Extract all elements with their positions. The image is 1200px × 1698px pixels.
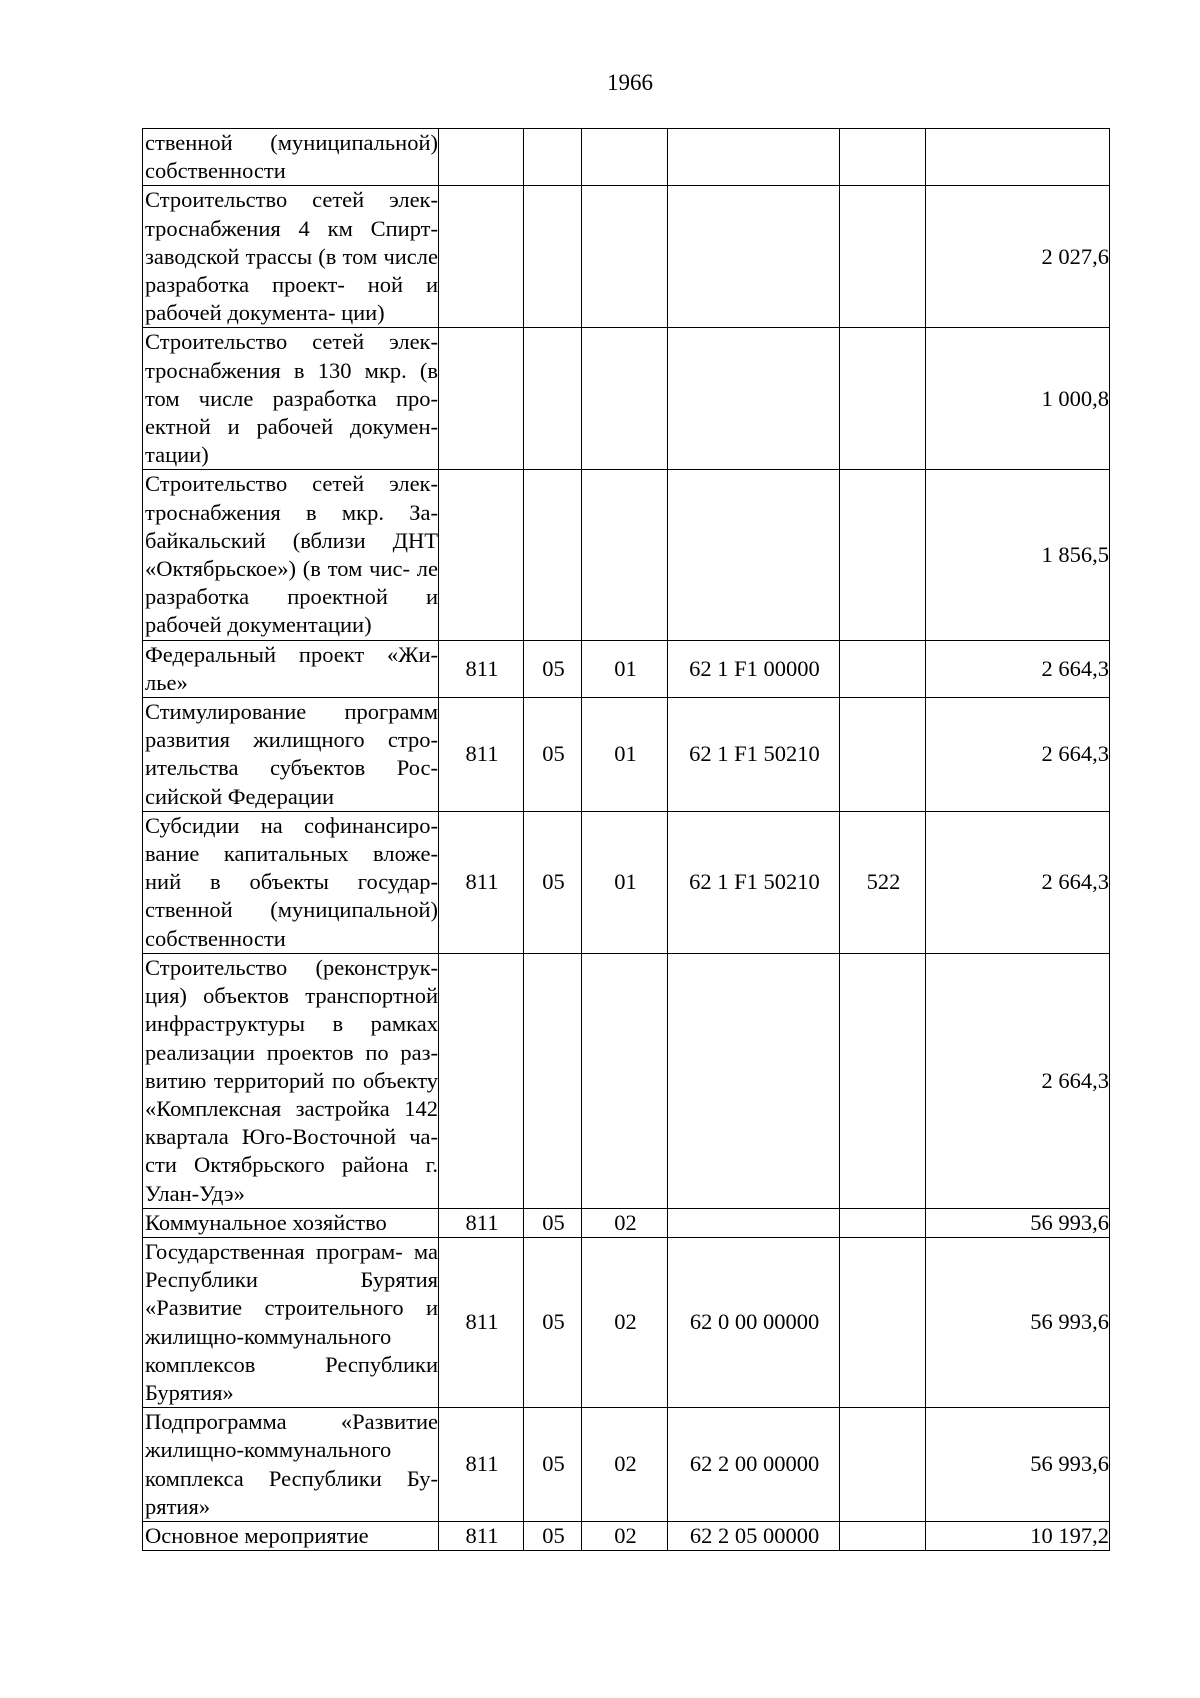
cell-section-code	[524, 953, 582, 1208]
cell-target-article: 62 0 00 00000	[668, 1237, 840, 1407]
cell-target-article	[668, 953, 840, 1208]
page-number: 1966	[607, 70, 653, 95]
cell-name-line: ция) объектов транспортной	[145, 983, 438, 1009]
cell-admin-code	[439, 470, 524, 640]
table-row	[143, 953, 1110, 1208]
cell-expense-type	[840, 186, 926, 328]
cell-expense-type	[840, 328, 926, 470]
cell-name-line: комплексов Республики	[145, 1351, 438, 1377]
cell-name-line: вание капитальных вложе-	[145, 841, 438, 867]
cell-name-line: ма Республики Бурятия	[145, 1238, 438, 1293]
cell-name-line: тации)	[145, 442, 209, 468]
cell-name-line: рабочей документации)	[145, 612, 372, 638]
cell-name-line: троснабжения в 130 мкр. (в	[145, 357, 438, 383]
cell-name	[143, 1408, 439, 1522]
cell-admin-code	[439, 186, 524, 328]
table-row	[143, 640, 1110, 697]
cell-name-line: ле разработка проектной и	[145, 556, 439, 610]
cell-expense-type	[840, 1237, 926, 1407]
cell-name-line: заводской трассы (в том	[145, 243, 378, 269]
cell-name	[143, 1521, 439, 1550]
cell-subsection-code	[582, 129, 668, 186]
cell-name	[143, 470, 439, 640]
cell-expense-type	[840, 953, 926, 1208]
table-row	[143, 1208, 1110, 1237]
table-row	[143, 470, 1110, 640]
table-row	[143, 1408, 1110, 1522]
cell-expense-type	[840, 470, 926, 640]
cell-name-line: троснабжения в мкр. За-	[145, 499, 438, 525]
cell-subsection-code	[582, 186, 668, 328]
cell-name-line: Стимулирование программ	[145, 699, 438, 725]
table-row	[143, 328, 1110, 470]
cell-name-line: развития жилищного стро-	[145, 727, 438, 753]
table-row	[143, 1237, 1110, 1407]
cell-expense-type	[840, 1208, 926, 1237]
cell-admin-code: 811	[439, 1521, 524, 1550]
table-row	[143, 186, 1110, 328]
cell-admin-code	[439, 328, 524, 470]
cell-name	[143, 698, 439, 812]
cell-amount: 1 000,8	[926, 328, 1110, 470]
cell-name-line: числе разработка проект-	[145, 243, 439, 298]
cell-name-line: Государственная програм-	[145, 1238, 403, 1264]
cell-admin-code: 811	[439, 1237, 524, 1407]
cell-target-article	[668, 129, 840, 186]
cell-name	[143, 640, 439, 697]
cell-amount: 1 856,5	[926, 470, 1110, 640]
cell-name-line: ции)	[341, 300, 385, 326]
cell-amount: 2 664,3	[926, 811, 1110, 953]
cell-expense-type	[840, 1408, 926, 1522]
cell-name-line: собственности	[145, 158, 286, 184]
cell-subsection-code: 01	[582, 811, 668, 953]
cell-admin-code	[439, 129, 524, 186]
cell-target-article: 62 2 05 00000	[668, 1521, 840, 1550]
cell-amount: 56 993,6	[926, 1237, 1110, 1407]
cell-name-line: лье»	[145, 669, 188, 695]
cell-name-line: ственной (муниципальной)	[145, 897, 438, 923]
cell-amount: 56 993,6	[926, 1208, 1110, 1237]
cell-name-line: ний в объекты государ-	[145, 869, 438, 895]
cell-admin-code: 811	[439, 1408, 524, 1522]
cell-section-code: 05	[524, 1208, 582, 1237]
cell-subsection-code: 02	[582, 1237, 668, 1407]
cell-section-code: 05	[524, 811, 582, 953]
cell-section-code: 05	[524, 1521, 582, 1550]
cell-section-code	[524, 470, 582, 640]
cell-name-line: сийской Федерации	[145, 783, 335, 809]
cell-subsection-code: 01	[582, 698, 668, 812]
cell-name-line: ительства субъектов Рос-	[145, 755, 438, 781]
cell-name-line: Коммунальное хозяйство	[145, 1209, 387, 1235]
cell-name	[143, 1208, 439, 1237]
cell-name-line: реализации проектов по раз-	[145, 1039, 438, 1065]
cell-name-line: квартала Юго-Восточной ча-	[145, 1124, 438, 1150]
cell-admin-code: 811	[439, 640, 524, 697]
cell-name-line: комплекса Республики Бу-	[145, 1465, 438, 1491]
cell-name	[143, 811, 439, 953]
cell-name-line: Улан-Удэ»	[145, 1180, 245, 1206]
cell-name-line: сти Октябрьского района г.	[145, 1152, 438, 1178]
cell-subsection-code	[582, 470, 668, 640]
cell-name-line: Субсидии на софинансиро-	[145, 812, 438, 838]
cell-section-code	[524, 328, 582, 470]
cell-section-code	[524, 129, 582, 186]
cell-name-line: Строительство сетей элек-	[145, 471, 438, 497]
cell-name-line: Строительство сетей элек-	[145, 329, 438, 355]
cell-name	[143, 186, 439, 328]
cell-name-line: жилищно-коммунального	[145, 1323, 392, 1349]
cell-name-line: ственной (муниципальной)	[145, 130, 438, 155]
table-row	[143, 129, 1110, 186]
cell-name-line: «Октябрьское») (в том чис-	[145, 556, 410, 582]
cell-expense-type	[840, 698, 926, 812]
cell-section-code: 05	[524, 1408, 582, 1522]
cell-admin-code	[439, 953, 524, 1208]
cell-name-line: инфраструктуры в рамках	[145, 1011, 438, 1037]
cell-expense-type	[840, 640, 926, 697]
cell-amount: 2 664,3	[926, 640, 1110, 697]
cell-target-article: 62 1 F1 50210	[668, 811, 840, 953]
cell-name-line: Бурятия»	[145, 1379, 234, 1405]
table-row	[143, 698, 1110, 812]
cell-admin-code: 811	[439, 698, 524, 812]
cell-name-line: Подпрограмма «Развитие	[145, 1409, 438, 1435]
cell-amount: 2 664,3	[926, 698, 1110, 812]
cell-name-line: Строительство (реконструк-	[145, 954, 438, 980]
cell-admin-code: 811	[439, 811, 524, 953]
cell-name-line: рятия»	[145, 1493, 211, 1519]
cell-name-line: витию территорий по объекту	[145, 1067, 438, 1093]
cell-subsection-code: 02	[582, 1408, 668, 1522]
cell-section-code: 05	[524, 1237, 582, 1407]
cell-admin-code: 811	[439, 1208, 524, 1237]
cell-amount	[926, 129, 1110, 186]
cell-name	[143, 1237, 439, 1407]
cell-target-article: 62 1 F1 50210	[668, 698, 840, 812]
cell-name-line: «Развитие строительного и	[145, 1295, 438, 1321]
cell-amount: 2 664,3	[926, 953, 1110, 1208]
cell-target-article: 62 1 F1 00000	[668, 640, 840, 697]
cell-section-code	[524, 186, 582, 328]
table-row	[143, 1521, 1110, 1550]
cell-subsection-code	[582, 328, 668, 470]
cell-name-line: том числе разработка про-	[145, 385, 438, 411]
cell-target-article	[668, 470, 840, 640]
cell-expense-type	[840, 1521, 926, 1550]
cell-name-line: байкальский (вблизи ДНТ	[145, 527, 438, 553]
budget-table-body	[143, 129, 1110, 1551]
cell-subsection-code: 01	[582, 640, 668, 697]
cell-name-line: ектной и рабочей докумен-	[145, 414, 438, 440]
cell-target-article	[668, 328, 840, 470]
cell-target-article	[668, 186, 840, 328]
cell-name-line: Основное мероприятие	[145, 1522, 369, 1548]
cell-amount: 10 197,2	[926, 1521, 1110, 1550]
cell-name	[143, 129, 439, 186]
cell-subsection-code: 02	[582, 1208, 668, 1237]
cell-target-article	[668, 1208, 840, 1237]
cell-expense-type: 522	[840, 811, 926, 953]
cell-subsection-code	[582, 953, 668, 1208]
cell-name-line: собственности	[145, 925, 286, 951]
cell-name-line: «Комплексная застройка 142	[145, 1095, 438, 1121]
cell-name-line: Федеральный проект «Жи-	[145, 641, 438, 667]
budget-table	[142, 128, 1110, 1551]
cell-amount: 2 027,6	[926, 186, 1110, 328]
cell-expense-type	[840, 129, 926, 186]
cell-subsection-code: 02	[582, 1521, 668, 1550]
table-row	[143, 811, 1110, 953]
cell-section-code: 05	[524, 698, 582, 812]
cell-name-line: троснабжения 4 км Спирт-	[145, 215, 438, 241]
cell-section-code: 05	[524, 640, 582, 697]
cell-target-article: 62 2 00 00000	[668, 1408, 840, 1522]
cell-name-line: жилищно-коммунального	[145, 1437, 392, 1463]
cell-name	[143, 328, 439, 470]
cell-name-line: ной и рабочей документа-	[145, 272, 439, 326]
cell-amount: 56 993,6	[926, 1408, 1110, 1522]
cell-name	[143, 953, 439, 1208]
cell-name-line: Строительство сетей элек-	[145, 187, 438, 213]
